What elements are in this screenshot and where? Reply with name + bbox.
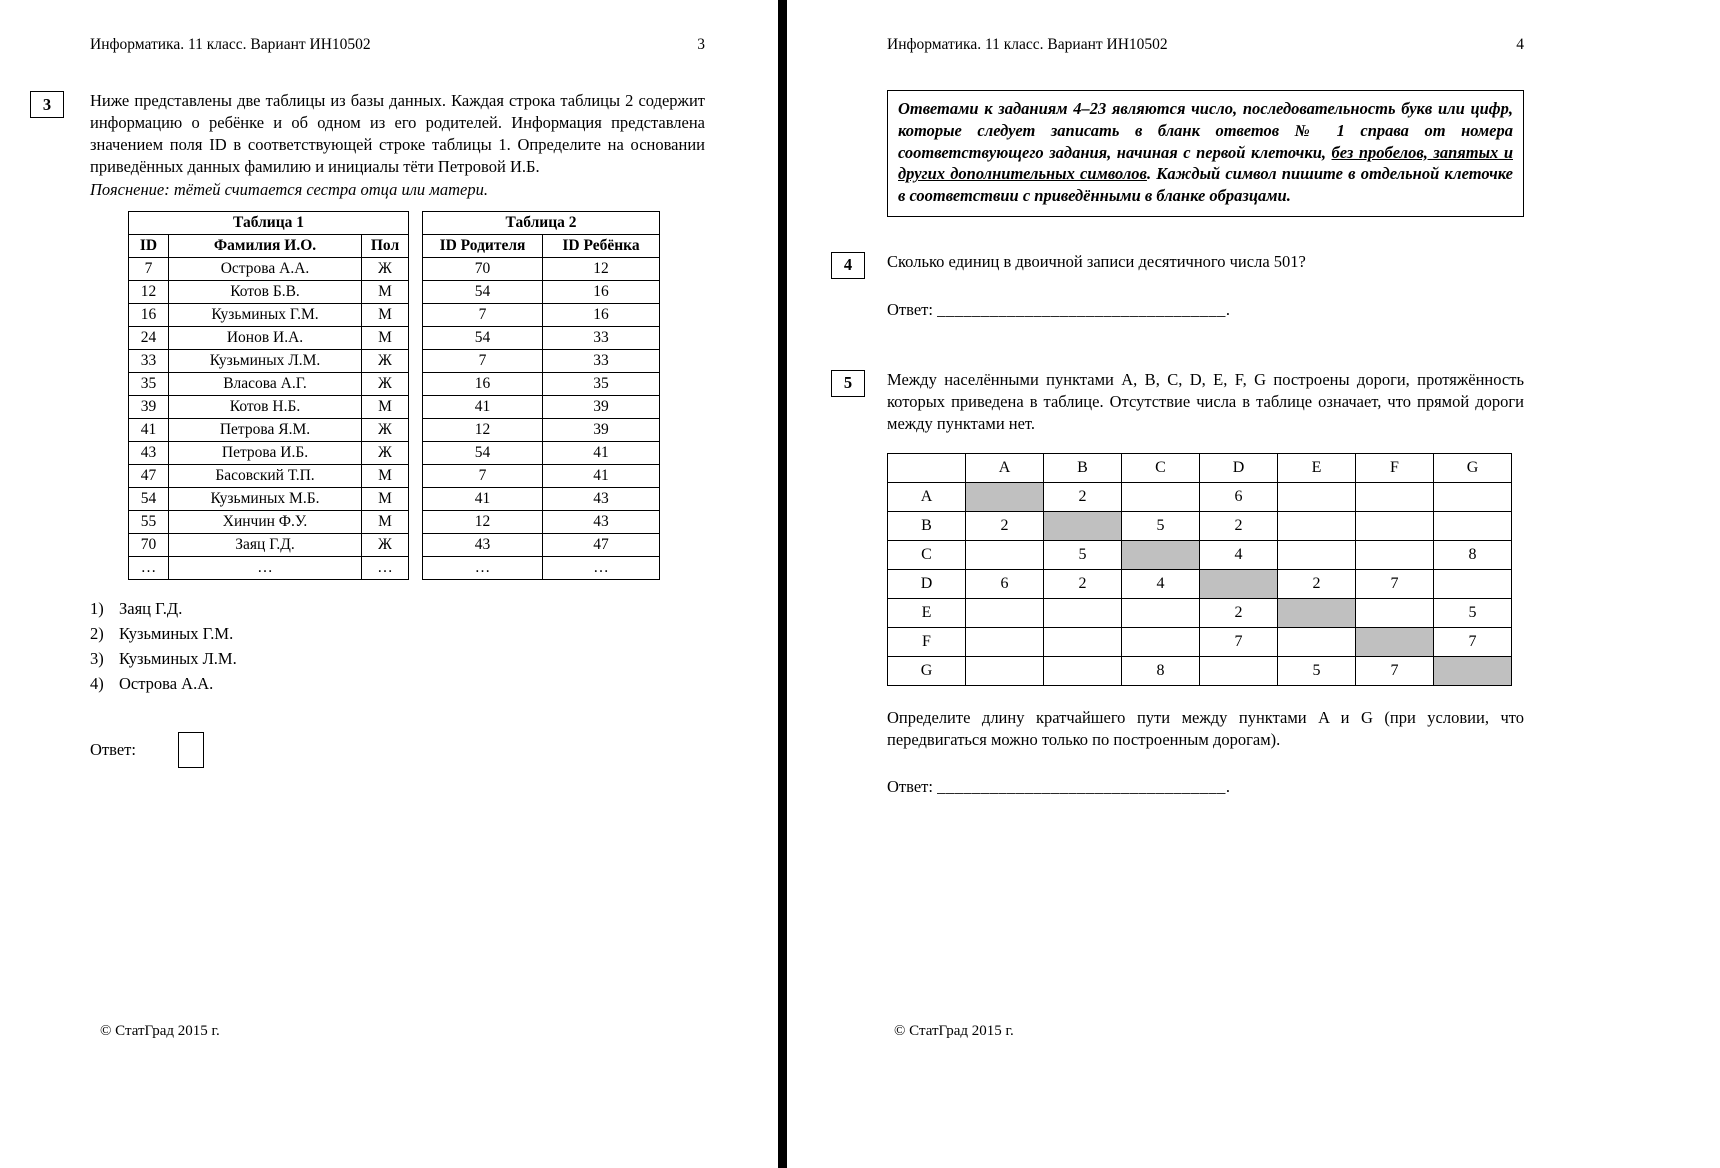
table-cell: М [362, 303, 409, 326]
matrix-cell: 2 [966, 511, 1044, 540]
matrix-cell [1044, 598, 1122, 627]
matrix-cell: 6 [1200, 482, 1278, 511]
table-row [423, 280, 660, 303]
table-cell: 54 [423, 280, 543, 303]
matrix-cell [1122, 598, 1200, 627]
table-cell: 41 [423, 395, 543, 418]
table-cell: Котов Б.В. [169, 280, 362, 303]
table-cell: Котов Н.Б. [169, 395, 362, 418]
table-cell: 7 [129, 257, 169, 280]
table-cell: Власова А.Г. [169, 372, 362, 395]
matrix-cell: 5 [1278, 656, 1356, 685]
table-row [129, 257, 409, 280]
table-row [129, 487, 409, 510]
task-5-body [887, 369, 1524, 798]
matrix-row [888, 482, 1512, 511]
table-row [423, 349, 660, 372]
table-cell: 16 [129, 303, 169, 326]
matrix-row-header: G [888, 656, 966, 685]
matrix-cell: 7 [1200, 627, 1278, 656]
table-cell: Ж [362, 349, 409, 372]
table-row [423, 533, 660, 556]
table-cell: Ж [362, 372, 409, 395]
task-number-box: 4 [831, 252, 865, 279]
header-title: Информатика. 11 класс. Вариант ИН10502 [90, 36, 371, 53]
matrix-cell: 2 [1200, 598, 1278, 627]
table-cell: Кузьминых Л.М. [169, 349, 362, 372]
matrix-cell: 2 [1278, 569, 1356, 598]
table-cell: 54 [129, 487, 169, 510]
table-cell: М [362, 395, 409, 418]
task-5 [831, 369, 1524, 798]
table-row [129, 303, 409, 326]
matrix-corner [888, 453, 966, 482]
answer-option [90, 646, 705, 671]
table-cell: 47 [129, 464, 169, 487]
table-row [423, 418, 660, 441]
table-row [423, 372, 660, 395]
table-title-row [129, 211, 409, 234]
matrix-cell [966, 627, 1044, 656]
table-cell: 54 [423, 326, 543, 349]
page-4 [787, 0, 1720, 1168]
matrix-cell [1434, 482, 1512, 511]
matrix-col-header: A [966, 453, 1044, 482]
matrix-row [888, 511, 1512, 540]
matrix-cell [966, 482, 1044, 511]
table-title-row [423, 211, 660, 234]
table-row [423, 464, 660, 487]
page-header [90, 36, 705, 54]
option-text: Кузьминых Л.М. [119, 648, 237, 668]
table-cell: Басовский Т.П. [169, 464, 362, 487]
table-cell: 24 [129, 326, 169, 349]
table-row [423, 556, 660, 579]
option-number: 1) [90, 598, 104, 618]
matrix-cell [1278, 627, 1356, 656]
answer-line [887, 300, 1524, 320]
matrix-cell [1356, 511, 1434, 540]
table-row [129, 395, 409, 418]
answer-option [90, 621, 705, 646]
page-number: 3 [697, 36, 705, 53]
matrix-cell: 6 [966, 569, 1044, 598]
task-question: Определите длину кратчайшего пути между пунктами A и G (при условии, что передвигаться можно только по построенным дорогам). [887, 707, 1524, 749]
option-number: 4) [90, 673, 104, 693]
table-cell: … [362, 556, 409, 579]
matrix-row-header: C [888, 540, 966, 569]
table-cell: … [423, 556, 543, 579]
table-cell: 35 [129, 372, 169, 395]
table-cell: Кузьминых М.Б. [169, 487, 362, 510]
matrix-cell: 2 [1044, 569, 1122, 598]
table-cell: 16 [423, 372, 543, 395]
column-header: ID Ребёнка [543, 234, 660, 257]
matrix-row-header: B [888, 511, 966, 540]
matrix-col-header: E [1278, 453, 1356, 482]
matrix-row-header: E [888, 598, 966, 627]
matrix-cell: 8 [1122, 656, 1200, 685]
matrix-cell [1356, 598, 1434, 627]
table-cell: 47 [543, 533, 660, 556]
table-cell: 12 [423, 418, 543, 441]
option-text: Острова А.А. [119, 673, 214, 693]
table-row [423, 487, 660, 510]
table-cell: 41 [543, 464, 660, 487]
task-3 [30, 90, 705, 768]
table-cell: 33 [543, 349, 660, 372]
table-cell: 7 [423, 349, 543, 372]
matrix-cell: 7 [1434, 627, 1512, 656]
table-cell: 70 [423, 257, 543, 280]
table-title: Таблица 1 [129, 211, 409, 234]
matrix-cell: 4 [1200, 540, 1278, 569]
table-cell: 12 [543, 257, 660, 280]
option-number: 3) [90, 648, 104, 668]
table-row [423, 303, 660, 326]
table-cell: 43 [129, 441, 169, 464]
matrix-col-header: G [1434, 453, 1512, 482]
table-cell: 70 [129, 533, 169, 556]
answer-label: Ответ: [90, 739, 136, 759]
matrix-col-header: F [1356, 453, 1434, 482]
table-cell: 41 [543, 441, 660, 464]
matrix-cell [1356, 627, 1434, 656]
table-row [129, 372, 409, 395]
table-row [129, 464, 409, 487]
matrix-row-header: F [888, 627, 966, 656]
task-text: Между населёнными пунктами A, B, C, D, E, F, G построены дороги, протяжённость которых приведена в таблице. Отсутствие числа в таблице означает, что прямой дороги между пунктами нет. [887, 369, 1524, 433]
answer-blank: _________________________________. [937, 777, 1231, 797]
column-header: Пол [362, 234, 409, 257]
table-2 [422, 211, 660, 580]
matrix-cell [1434, 511, 1512, 540]
matrix-cell [1434, 656, 1512, 685]
table-cell: М [362, 464, 409, 487]
matrix-cell: 2 [1200, 511, 1278, 540]
matrix-row [888, 598, 1512, 627]
matrix-row [888, 656, 1512, 685]
answer-label: Ответ: [887, 299, 933, 319]
table-cell: Кузьминых Г.М. [169, 303, 362, 326]
table-cell: М [362, 510, 409, 533]
table-row [423, 510, 660, 533]
table-cell: 43 [543, 487, 660, 510]
answer-box [178, 732, 204, 768]
table-cell: 39 [543, 395, 660, 418]
distance-table [887, 453, 1512, 686]
page-3 [0, 0, 778, 1168]
table-cell: М [362, 280, 409, 303]
matrix-cell: 4 [1122, 569, 1200, 598]
table-cell: 54 [423, 441, 543, 464]
table-cell: Хинчин Ф.У. [169, 510, 362, 533]
matrix-row [888, 627, 1512, 656]
matrix-cell [1122, 540, 1200, 569]
table-cell: 35 [543, 372, 660, 395]
task-text: Сколько единиц в двоичной записи десятичного числа 501? [887, 251, 1306, 271]
table-cell: 16 [543, 303, 660, 326]
task-number-box: 3 [30, 91, 64, 118]
matrix-header-row [888, 453, 1512, 482]
table-cell: 33 [129, 349, 169, 372]
matrix-cell [1356, 540, 1434, 569]
table-cell: 39 [129, 395, 169, 418]
page-divider [778, 0, 787, 1168]
page-number: 4 [1516, 36, 1524, 53]
table-cell: Ионов И.А. [169, 326, 362, 349]
matrix-cell [1200, 569, 1278, 598]
answer-option [90, 671, 705, 696]
table-row [423, 395, 660, 418]
table-cell: … [129, 556, 169, 579]
column-header: Фамилия И.О. [169, 234, 362, 257]
task-text: Ниже представлены две таблицы из базы данных. Каждая строка таблицы 2 содержит информацию о ребёнке и об одном из его родителей. Информация представлена значением поля ID в соответствующей строке таблицы 1. Определите на основании приведённых данных фамилию и инициалы тёти Петровой И.Б. [90, 91, 705, 176]
page-footer: © СтатГрад 2015 г. [894, 1023, 1014, 1039]
matrix-cell [1044, 656, 1122, 685]
table-cell: Ж [362, 257, 409, 280]
table-cell: … [169, 556, 362, 579]
answer-options [90, 596, 705, 696]
table-cell: Петрова И.Б. [169, 441, 362, 464]
matrix-cell [1278, 598, 1356, 627]
matrix-cell: 5 [1044, 540, 1122, 569]
matrix-cell [1356, 482, 1434, 511]
page-header [887, 36, 1524, 54]
matrix-cell [1122, 482, 1200, 511]
option-text: Кузьминых Г.М. [119, 623, 234, 643]
instruction-segment: без пробелов, запятых и других дополнительных символов [898, 142, 1513, 184]
matrix-row [888, 540, 1512, 569]
instruction-box [887, 90, 1524, 217]
table-cell: 33 [543, 326, 660, 349]
matrix-cell [1044, 511, 1122, 540]
table-cell: 12 [423, 510, 543, 533]
table-row [129, 349, 409, 372]
instruction-segment: Ответами к заданиям 4–23 являются число, последовательность букв или цифр, которые следует записать в бланк ответов № 1 справа от номера соответствующего задания, начиная с первой клеточки, [898, 99, 1513, 162]
matrix-cell: 7 [1356, 656, 1434, 685]
table-cell: 41 [129, 418, 169, 441]
answer-row [90, 732, 705, 768]
answer-line [887, 777, 1524, 797]
table-header-row [129, 234, 409, 257]
database-tables [128, 211, 705, 580]
table-title: Таблица 2 [423, 211, 660, 234]
page-footer: © СтатГрад 2015 г. [100, 1023, 220, 1039]
table-row [129, 280, 409, 303]
matrix-row [888, 569, 1512, 598]
column-header: ID [129, 234, 169, 257]
table-cell: Заяц Г.Д. [169, 533, 362, 556]
table-cell: 12 [129, 280, 169, 303]
table-row [129, 510, 409, 533]
table-cell: 7 [423, 303, 543, 326]
table-row [423, 326, 660, 349]
matrix-cell [966, 656, 1044, 685]
matrix-cell [1200, 656, 1278, 685]
answer-option [90, 596, 705, 621]
table-row [129, 441, 409, 464]
matrix-cell [1044, 627, 1122, 656]
table-cell: Ж [362, 441, 409, 464]
table-cell: Острова А.А. [169, 257, 362, 280]
table-cell: 43 [543, 510, 660, 533]
answer-blank: _________________________________. [937, 299, 1231, 319]
matrix-cell: 2 [1044, 482, 1122, 511]
matrix-cell [1278, 511, 1356, 540]
task-4 [831, 251, 1524, 320]
matrix-col-header: C [1122, 453, 1200, 482]
matrix-cell: 5 [1122, 511, 1200, 540]
table-cell: 39 [543, 418, 660, 441]
instruction-segment: . Каждый символ пишите в отдельной клеточке в соответствии с приведёнными в бланке образцами. [898, 164, 1513, 206]
table-cell: 7 [423, 464, 543, 487]
matrix-col-header: D [1200, 453, 1278, 482]
table-cell: … [543, 556, 660, 579]
header-title: Информатика. 11 класс. Вариант ИН10502 [887, 36, 1168, 53]
table-row [129, 418, 409, 441]
task-note: Пояснение: тётей считается сестра отца или матери. [90, 179, 488, 199]
table-row [423, 441, 660, 464]
matrix-cell [1122, 627, 1200, 656]
table-cell: М [362, 326, 409, 349]
matrix-cell [1434, 569, 1512, 598]
table-header-row [423, 234, 660, 257]
table-row [423, 257, 660, 280]
matrix-cell [1278, 540, 1356, 569]
matrix-row-header: D [888, 569, 966, 598]
table-cell: 43 [423, 533, 543, 556]
table-cell: Петрова Я.М. [169, 418, 362, 441]
table-cell: 41 [423, 487, 543, 510]
matrix-cell [966, 598, 1044, 627]
answer-label: Ответ: [887, 777, 933, 797]
table-1 [128, 211, 409, 580]
matrix-cell [1278, 482, 1356, 511]
matrix-cell: 5 [1434, 598, 1512, 627]
matrix-col-header: B [1044, 453, 1122, 482]
task-number-box: 5 [831, 370, 865, 397]
option-number: 2) [90, 623, 104, 643]
table-cell: 16 [543, 280, 660, 303]
table-row [129, 533, 409, 556]
table-row [129, 326, 409, 349]
column-header: ID Родителя [423, 234, 543, 257]
table-cell: Ж [362, 533, 409, 556]
task-3-body [90, 90, 705, 768]
task-4-body [887, 251, 1524, 320]
option-text: Заяц Г.Д. [119, 598, 183, 618]
matrix-cell: 8 [1434, 540, 1512, 569]
matrix-cell [966, 540, 1044, 569]
matrix-row-header: A [888, 482, 966, 511]
table-cell: Ж [362, 418, 409, 441]
matrix-cell: 7 [1356, 569, 1434, 598]
table-cell: М [362, 487, 409, 510]
table-row [129, 556, 409, 579]
table-cell: 55 [129, 510, 169, 533]
